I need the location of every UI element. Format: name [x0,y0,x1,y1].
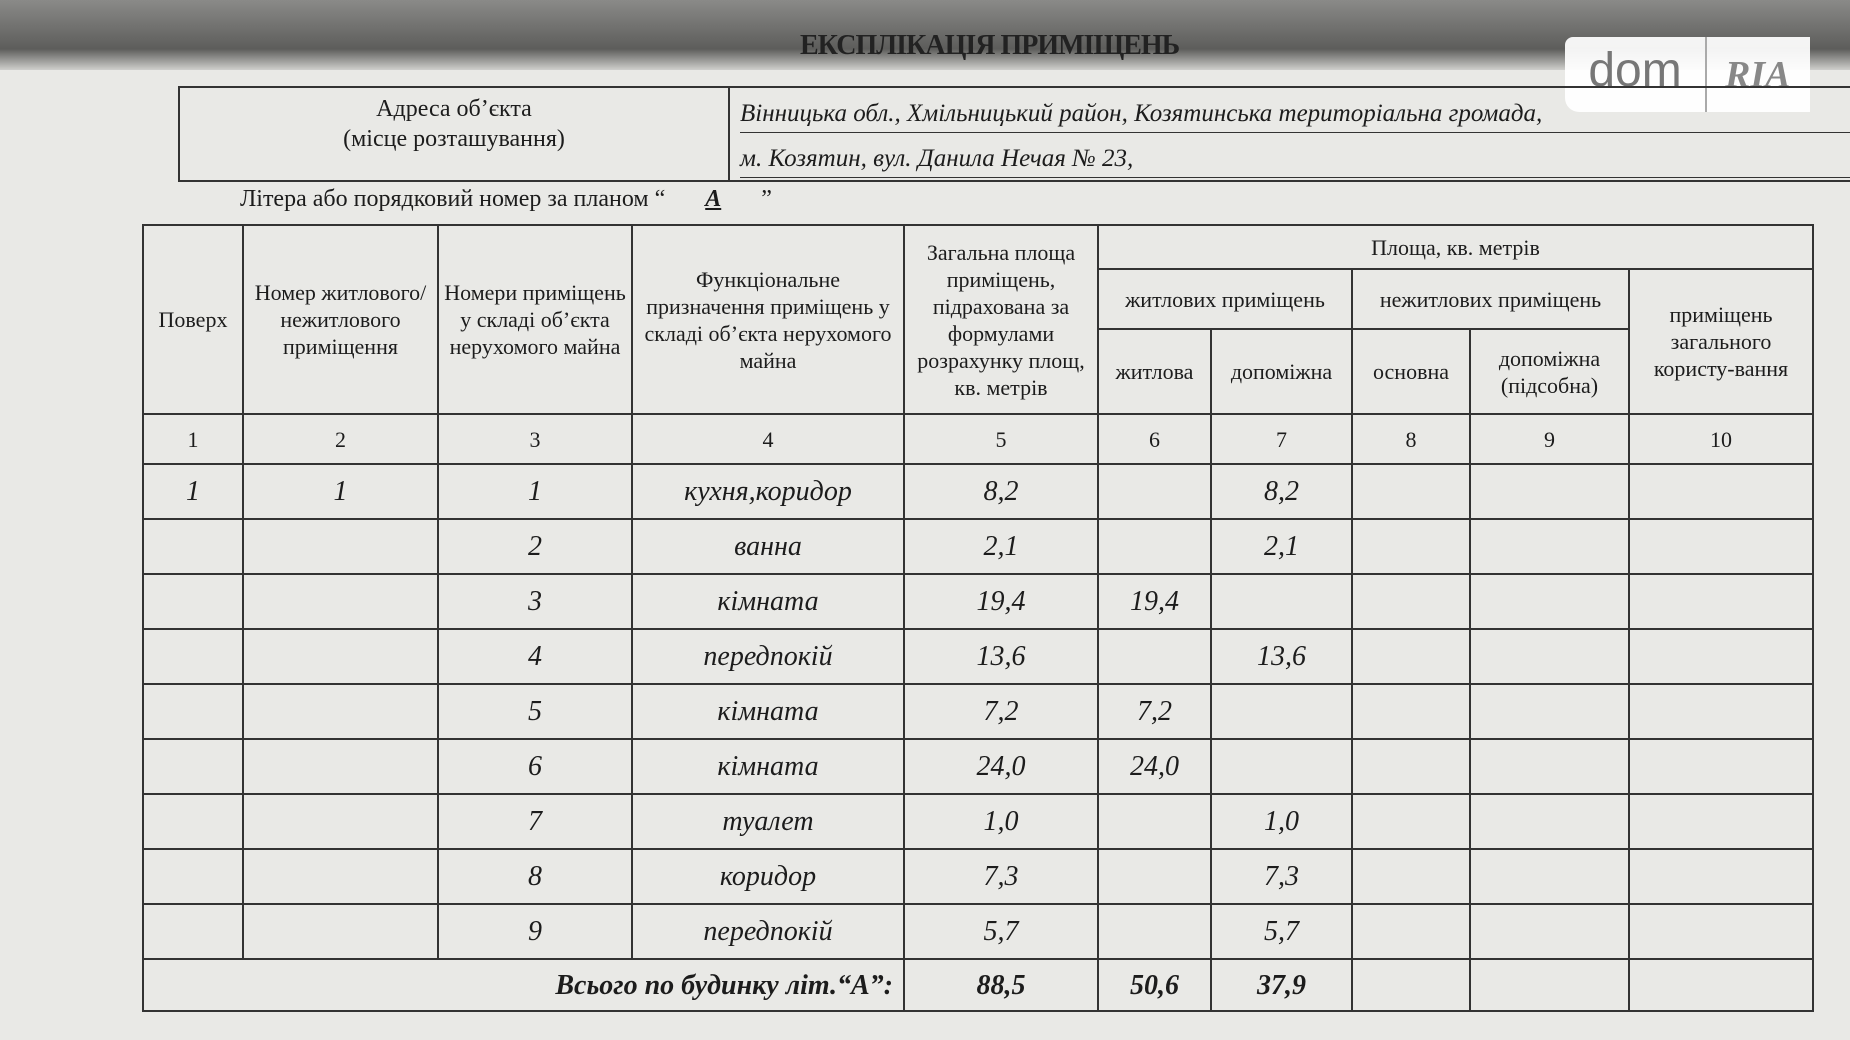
table-row [143,849,1813,904]
total-label: Всього по будинку літ.“А”: [143,959,904,1011]
empty-cell [1352,739,1470,794]
cell-living: 7,2 [1098,684,1211,739]
total-living: 50,6 [1098,959,1211,1011]
header-purpose: Функціональне призначення приміщень у складі об’єкта нерухомого майна [632,225,904,414]
cell-purpose: кімната [632,684,904,739]
header-nl-aux: допоміжна (підсобна) [1470,329,1629,414]
empty-cell [1352,629,1470,684]
empty-cell [1352,904,1470,959]
cell-aux: 7,3 [1211,849,1352,904]
cell-total: 2,1 [904,519,1098,574]
cell-floor [143,684,243,739]
col-num: 10 [1629,414,1813,464]
header-living: житлових приміщень [1098,269,1352,329]
cell-floor [143,574,243,629]
empty-cell [1629,794,1813,849]
cell-total: 13,6 [904,629,1098,684]
empty-cell [1470,574,1629,629]
empty-cell [1629,574,1813,629]
cell-room: 7 [438,794,632,849]
document-title: ЕКСПЛІКАЦІЯ ПРИМІЩЕНЬ [800,30,1180,61]
cell-floor [143,739,243,794]
cell-living [1098,464,1211,519]
cell-purpose: туалет [632,794,904,849]
empty-cell [1629,684,1813,739]
total-row [143,959,1813,1011]
empty-cell [1352,464,1470,519]
cell-total: 7,3 [904,849,1098,904]
empty-cell [1470,684,1629,739]
empty-cell [1352,684,1470,739]
address-line-1: Вінницька обл., Хмільницький район, Козятинська територіальна громада, [740,88,1850,133]
cell-purpose: коридор [632,849,904,904]
cell-floor [143,904,243,959]
address-label-2: (місце розташування) [343,126,565,152]
cell-aux: 8,2 [1211,464,1352,519]
cell-total: 8,2 [904,464,1098,519]
empty-cell [1629,904,1813,959]
cell-floor: 1 [143,464,243,519]
cell-room: 2 [438,519,632,574]
watermark-dom: dom [1565,37,1707,112]
litera-value: А [705,186,722,212]
col-num: 2 [243,414,438,464]
address-label [180,88,730,180]
watermark-ria: RIA [1725,53,1791,96]
cell-room: 4 [438,629,632,684]
cell-purpose: передпокій [632,629,904,684]
empty-cell [1352,794,1470,849]
table-row [143,574,1813,629]
cell-living [1098,794,1211,849]
col-num: 8 [1352,414,1470,464]
cell-unit [243,684,438,739]
empty-cell [1352,519,1470,574]
cell-living: 19,4 [1098,574,1211,629]
rooms-table [142,224,1814,1012]
header-total: Загальна площа приміщень, підрахована за формулами розрахунку площ, кв. метрів [904,225,1098,414]
cell-aux [1211,574,1352,629]
cell-purpose: ванна [632,519,904,574]
cell-total: 24,0 [904,739,1098,794]
cell-total: 5,7 [904,904,1098,959]
cell-unit [243,739,438,794]
header-floor: Поверх [143,225,243,414]
header-room-no: Номери приміщень у складі об’єкта нерухомого майна [438,225,632,414]
cell-unit [243,574,438,629]
cell-floor [143,849,243,904]
empty-cell [1629,519,1813,574]
table-row [143,464,1813,519]
cell-unit [243,629,438,684]
table-row [143,684,1813,739]
table-row [143,794,1813,849]
cell-unit [243,904,438,959]
header-nl-main: основна [1352,329,1470,414]
col-num: 6 [1098,414,1211,464]
empty-cell [1629,959,1813,1011]
col-num: 1 [143,414,243,464]
cell-purpose: кухня,коридор [632,464,904,519]
cell-unit [243,794,438,849]
cell-floor [143,629,243,684]
cell-total: 19,4 [904,574,1098,629]
cell-room: 3 [438,574,632,629]
cell-floor [143,519,243,574]
cell-unit [243,849,438,904]
cell-aux: 1,0 [1211,794,1352,849]
address-line-2: м. Козятин, вул. Данила Нечая № 23, [740,133,1850,178]
col-num: 9 [1470,414,1629,464]
table-row [143,739,1813,794]
cell-room: 8 [438,849,632,904]
cell-living: 24,0 [1098,739,1211,794]
litera-label: Літера або порядковий номер за планом “ [240,186,666,212]
empty-cell [1470,464,1629,519]
total-aux: 37,9 [1211,959,1352,1011]
cell-aux [1211,739,1352,794]
cell-living [1098,519,1211,574]
cell-aux: 2,1 [1211,519,1352,574]
cell-purpose: передпокій [632,904,904,959]
empty-cell [1629,464,1813,519]
cell-room: 1 [438,464,632,519]
cell-floor [143,794,243,849]
header-area: Площа, кв. метрів [1098,225,1813,269]
cell-room: 6 [438,739,632,794]
empty-cell [1470,794,1629,849]
cell-purpose: кімната [632,739,904,794]
cell-aux [1211,684,1352,739]
empty-cell [1470,739,1629,794]
table-row [143,519,1813,574]
header-nonliving: нежитлових приміщень [1352,269,1629,329]
col-num: 5 [904,414,1098,464]
cell-living [1098,849,1211,904]
cell-aux: 13,6 [1211,629,1352,684]
cell-aux: 5,7 [1211,904,1352,959]
address-value [730,88,1850,180]
empty-cell [1352,849,1470,904]
cell-unit [243,519,438,574]
header-living-aux: допоміжна [1211,329,1352,414]
col-num: 3 [438,414,632,464]
cell-room: 5 [438,684,632,739]
empty-cell [1629,739,1813,794]
address-label-1: Адреса об’єкта [376,96,532,122]
address-box [178,86,1850,182]
column-numbers-row [143,414,1813,464]
cell-total: 1,0 [904,794,1098,849]
cell-living [1098,904,1211,959]
cell-unit: 1 [243,464,438,519]
cell-total: 7,2 [904,684,1098,739]
empty-cell [1352,574,1470,629]
header-unit-no: Номер житлового/ нежитлового приміщення [243,225,438,414]
cell-living [1098,629,1211,684]
header-living-main: житлова [1098,329,1211,414]
col-num: 7 [1211,414,1352,464]
litera-close: ” [761,186,772,212]
cell-room: 9 [438,904,632,959]
table-row [143,629,1813,684]
total-area: 88,5 [904,959,1098,1011]
empty-cell [1352,959,1470,1011]
empty-cell [1629,849,1813,904]
empty-cell [1470,959,1629,1011]
empty-cell [1470,904,1629,959]
cell-purpose: кімната [632,574,904,629]
col-num: 4 [632,414,904,464]
litera-line [240,186,772,213]
empty-cell [1470,519,1629,574]
header-common: приміщень загального користу-вання [1629,269,1813,414]
table-row [143,904,1813,959]
empty-cell [1470,849,1629,904]
empty-cell [1470,629,1629,684]
empty-cell [1629,629,1813,684]
